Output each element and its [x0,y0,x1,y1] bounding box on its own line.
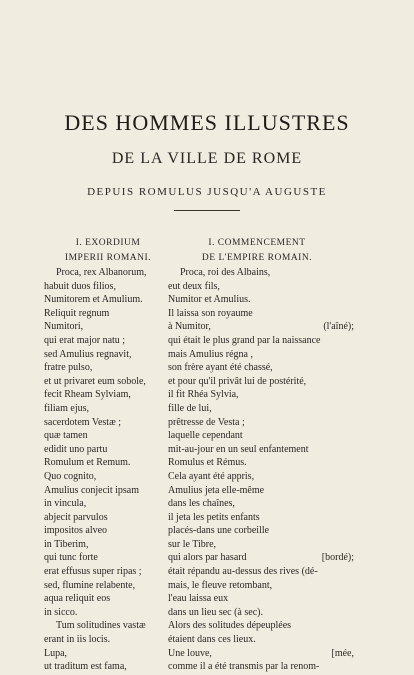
french-line-margin-note: (l'aîné); [323,321,354,333]
latin-line: abjecit parvulos [44,511,108,523]
french-line [168,307,354,321]
french-line-text: Numitor et Amulius. [168,294,251,306]
french-line-text: Romulus et Rémus. [168,457,247,469]
latin-line: Romulum et Remum. [44,457,131,469]
french-column-heading [182,236,332,266]
french-line [168,375,354,389]
latin-text-column [44,266,172,674]
french-line [168,647,354,661]
french-line [168,334,354,348]
latin-line: Proca, rex Albanorum, [56,267,147,278]
french-line-text: mais, le fleuve retombant, [168,579,273,591]
french-line-text: comme il a été transmis par la renom- [168,661,320,673]
french-line [168,443,354,457]
french-line [168,592,354,606]
latin-column-heading [48,236,168,266]
french-line [168,551,354,565]
french-line [168,456,354,470]
french-line [168,402,354,416]
latin-line: erat effusus super ripas ; [44,566,142,578]
latin-line: aqua reliquit eos [44,593,111,605]
latin-line: Numitorem et Amulium. [44,294,143,306]
latin-line: Amulius conjecit ipsam [44,484,139,496]
french-line-text: mais Amulius régna , [168,348,253,360]
latin-heading-line-2: IMPERII ROMANI. [64,253,152,263]
latin-line: habuit duos filios, [44,280,116,292]
latin-line: Quo cognito, [44,470,97,482]
french-line-text: laquelle cependant [168,430,243,442]
title-divider [174,210,240,211]
latin-line: erant in iis locis. [44,634,111,646]
latin-line: in vincula, [44,498,87,510]
latin-line: Numitori, [44,321,84,333]
latin-line: sacerdotem Vestæ ; [44,416,122,428]
french-line-text: l'eau laissa eux [168,593,229,605]
latin-line: Lupa, [44,647,68,659]
french-line-text: sur le Tibre, [168,538,217,550]
french-line [168,524,354,538]
french-line [168,470,354,484]
french-line [168,293,354,307]
french-line-text: Il laissa son royaume [168,307,253,319]
french-line-text: Alors des solitudes dépeuplées [168,620,292,632]
latin-line: fratre pulso, [44,362,93,374]
french-line [168,538,354,552]
latin-heading-line-1: I. EXORDIUM [75,238,141,248]
french-line-text: dans un lieu sec (à sec). [168,606,263,618]
french-line-text: étaient dans ces lieux. [168,634,256,646]
french-line-text: et pour qu'il privât lui de postérité, [168,375,307,387]
french-line [168,633,354,647]
page-subtitle-secondary: DEPUIS ROMULUS JUSQU'A AUGUSTE [87,186,327,198]
french-line [168,388,354,402]
french-line-text: qui était le plus grand par la naissance [168,334,321,346]
latin-line: Reliquit regnum [44,307,110,319]
french-line-text: Amulius jeta elle-même [168,484,265,496]
french-line [168,320,354,334]
page-subtitle: DE LA VILLE DE ROME [111,150,303,167]
french-line-text: Une louve, [168,647,212,659]
latin-line: in Tiberim, [44,538,89,550]
french-line-margin-note: [bordé); [321,552,354,564]
french-line-text: eut deux fils, [168,280,220,292]
french-line [168,606,354,620]
french-line-margin-note: [mée, [331,647,354,659]
french-heading-line-1: I. COMMENCEMENT [208,238,306,248]
french-line [168,565,354,579]
latin-line: edidit uno partu [44,443,108,455]
french-line-text: il fit Rhéa Sylvia, [168,389,239,401]
french-line-text: qui alors par hasard [168,552,247,564]
french-line [168,511,354,525]
latin-line: fecit Rheam Sylviam, [44,389,131,401]
french-line-text: placés-dans une corbeille [168,525,270,537]
french-line-text: mit-au-jour en un seul enfantement [168,443,309,455]
latin-line: ut traditum est fama, [44,661,127,673]
french-heading-line-2: DE L'EMPIRE ROMAIN. [201,253,313,263]
french-line [168,361,354,375]
latin-line: qui erat major natu ; [44,334,126,346]
latin-line: sed Amulius regnavit, [44,348,132,360]
french-line [168,579,354,593]
french-line-text: fille de lui, [168,402,212,414]
french-line-text: dans les chaînes, [168,498,235,510]
french-line [168,266,366,280]
french-line [168,416,354,430]
latin-line: in sicco. [44,606,78,618]
french-line [168,619,354,633]
latin-line: sed, flumine relabente, [44,579,136,591]
french-line-text: son frère ayant été chassé, [168,362,273,374]
latin-line: impositos alveo [44,525,108,537]
french-line [168,429,354,443]
french-line-text: prêtresse de Vesta ; [168,416,245,428]
french-line [168,660,354,674]
latin-line: quæ tamen [44,430,88,442]
latin-line: et ut privaret eum sobole, [44,375,146,387]
french-line [168,484,354,498]
french-line-text: Cela ayant été appris, [168,470,255,482]
french-line-text: était répandu au-dessus des rives (dé- [168,566,318,578]
latin-line: qui tunc forte [44,552,98,564]
french-line [168,280,354,294]
latin-line: Tum solitudines vastæ [56,620,146,632]
latin-line: filiam ejus, [44,402,89,414]
french-line-text: Proca, roi des Albains, [180,267,271,278]
french-text-column [168,266,354,674]
french-line [168,348,354,362]
french-line-text: à Numitor, [168,321,211,333]
page-title: DES HOMMES ILLUSTRES [64,110,350,135]
french-line [168,497,354,511]
french-line-text: il jeta les petits enfants [168,511,260,523]
